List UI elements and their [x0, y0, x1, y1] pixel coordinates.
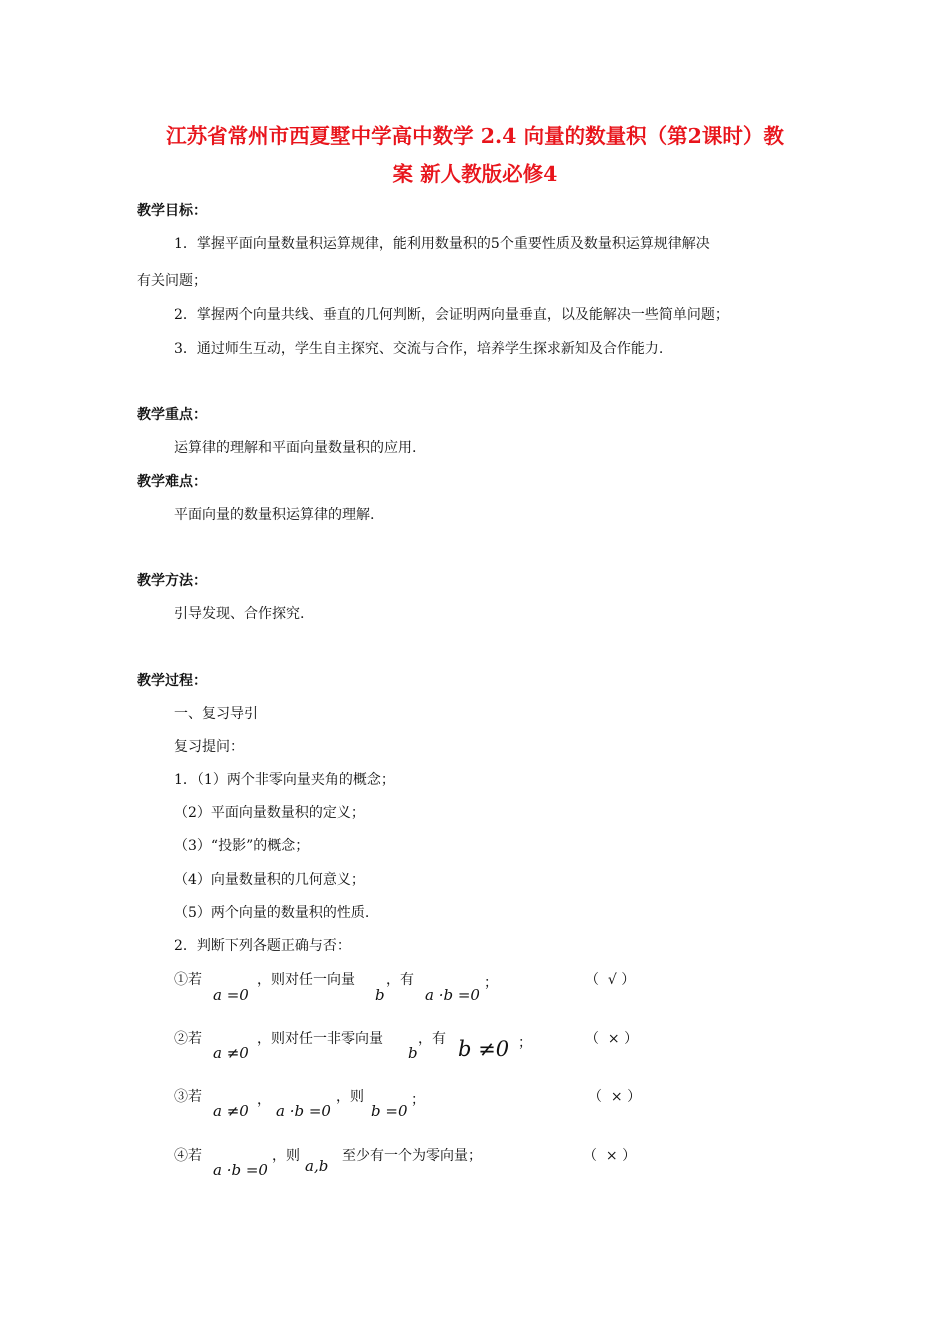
- item-2-result: b ≠0: [458, 1037, 510, 1061]
- item-3-separator: ，: [257, 1092, 271, 1108]
- goal-item-1-continued: 有关问题；: [137, 273, 207, 289]
- goal-item-1: 1．掌握平面向量数量积运算规律，能利用数量积的5个重要性质及数量积运算规律解决: [174, 236, 710, 252]
- key-heading: 教学重点：: [137, 407, 207, 423]
- item-3-prefix: ③若: [174, 1089, 202, 1105]
- review-question-5: （5）两个向量的数量积的性质.: [174, 905, 370, 921]
- item-4-condition: a ·b =0: [213, 1161, 268, 1179]
- review-label: 复习提问：: [174, 739, 244, 755]
- item-2-condition: a ≠0: [213, 1044, 249, 1062]
- difficulty-text: 平面向量的数量积运算律的理解.: [174, 507, 375, 523]
- process-section-1: 一、复习导引: [174, 706, 258, 722]
- item-3-condition-2: a ·b =0: [276, 1102, 331, 1120]
- method-heading: 教学方法：: [137, 573, 207, 589]
- item-1-text: ，则对任一向量: [257, 972, 355, 988]
- item-1-result: a ·b =0: [425, 986, 480, 1004]
- item-4-variables: a,b: [305, 1157, 329, 1175]
- item-4-text: ，则: [272, 1148, 300, 1164]
- item-2-end: ；: [518, 1035, 532, 1051]
- item-4-prefix: ④若: [174, 1148, 202, 1164]
- item-1-variable: b: [375, 986, 385, 1004]
- item-3-condition: a ≠0: [213, 1102, 249, 1120]
- goals-heading: 教学目标：: [137, 203, 207, 219]
- document-title-line-2: 案 新人教版必修4: [392, 162, 558, 186]
- item-3-result: b =0: [371, 1102, 408, 1120]
- item-2-text: ，则对任一非零向量: [257, 1031, 383, 1047]
- item-1-answer: （ √ ）: [585, 972, 636, 988]
- item-2-prefix: ②若: [174, 1031, 202, 1047]
- item-1-end: ；: [484, 975, 498, 991]
- review-question-3: （3）“投影”的概念；: [174, 838, 310, 854]
- goal-item-2: 2．掌握两个向量共线、垂直的几何判断，会证明两向量垂直，以及能解决一些简单问题；: [174, 307, 729, 323]
- item-1-comma: ，有: [386, 972, 414, 988]
- item-4-rest: 至少有一个为零向量；: [342, 1148, 482, 1164]
- item-2-answer: （ × ）: [585, 1031, 639, 1047]
- item-2-comma: ，有: [418, 1031, 446, 1047]
- item-1-prefix: ①若: [174, 972, 202, 988]
- process-heading: 教学过程：: [137, 673, 207, 689]
- difficulty-heading: 教学难点：: [137, 474, 207, 490]
- item-1-condition: a =0: [213, 986, 249, 1004]
- review-question-4: （4）向量数量积的几何意义；: [174, 872, 365, 888]
- document-title-line-1: 江苏省常州市西夏墅中学高中数学 2.4 向量的数量积（第2课时）教: [166, 124, 784, 148]
- review-question-2: （2）平面向量数量积的定义；: [174, 805, 365, 821]
- item-2-variable: b: [408, 1044, 418, 1062]
- judge-instruction: 2．判断下列各题正确与否：: [174, 938, 351, 954]
- item-3-answer: （ × ）: [588, 1089, 642, 1105]
- item-3-end: ；: [411, 1092, 425, 1108]
- item-3-text: ，则: [336, 1089, 364, 1105]
- goal-item-3: 3．通过师生互动，学生自主探究、交流与合作，培养学生探求新知及合作能力.: [174, 341, 664, 357]
- review-question-1: 1．（1）两个非零向量夹角的概念；: [174, 772, 395, 788]
- method-text: 引导发现、合作探究.: [174, 606, 305, 622]
- item-4-answer: （ × ）: [583, 1148, 637, 1164]
- key-text: 运算律的理解和平面向量数量积的应用.: [174, 440, 417, 456]
